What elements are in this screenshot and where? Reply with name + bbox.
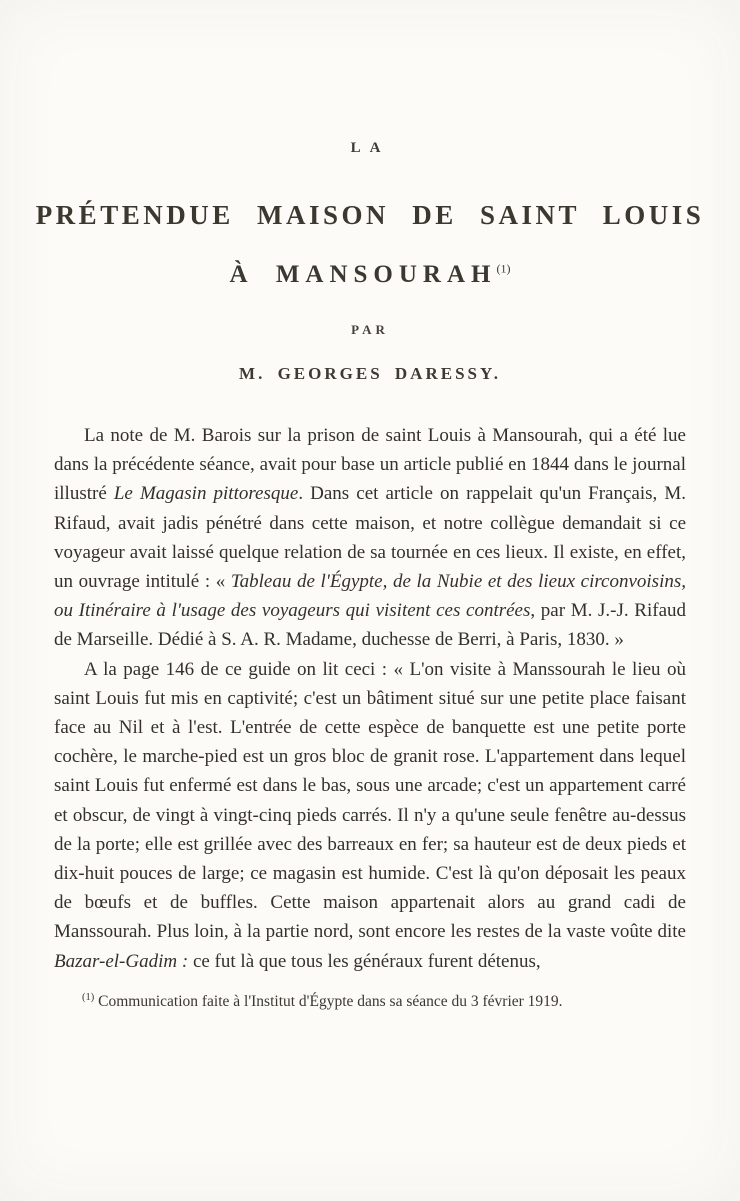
title-kicker: LA [350, 140, 390, 156]
title-line-2-text: À MANSOURAH [229, 261, 497, 288]
footnote-text: Communication faite à l'Institut d'Égypte dans sa séance du 3 février 1919. [94, 993, 563, 1011]
footnote-reference: (1) [82, 991, 95, 1003]
title-footnote-reference: (1) [496, 261, 511, 276]
paragraph-2 [54, 655, 686, 976]
text-segment: ce fut là que tous les généraux furent détenus, [188, 950, 541, 972]
title-line-1: PRÉTENDUE MAISON DE SAINT LOUIS [35, 200, 705, 230]
italic-work-title-tableau-de-legypte: Tableau de l'Égypte, de la Nubie et des lieux circonvoisins, ou Itinéraire à l'usage des voyageurs qui visitent ces contrées [54, 571, 686, 622]
italic-term-bazar-el-gadim: Bazar-el-Gadim : [54, 950, 189, 972]
article-body [54, 421, 686, 976]
paragraph-1 [54, 421, 686, 655]
text-segment: , par M. J.-J. Rifaud de Marseille. Dédié à S. A. R. Madame, duchesse de Berri, à Paris, 1830. » [54, 600, 686, 651]
text-segment: . Dans cet article on rappelait qu'un Français, M. Rifaud, avait jadis pénétré dans cette maison, et notre collègue demandait si ce voyageur avait laissé quelque relation de sa tournée en ces lieux. Il existe, en effet, un ouvrage intitulé : « [54, 483, 686, 593]
article-title [0, 200, 740, 289]
italic-work-title-magasin-pittoresque: Le Magasin pittoresque [113, 483, 299, 505]
byline-par: PAR [351, 322, 389, 337]
author-name: M. GEORGES DARESSY. [239, 364, 501, 383]
title-line-2 [0, 261, 740, 289]
footnote [54, 992, 686, 1011]
text-segment: A la page 146 de ce guide on lit ceci : « L'on visite à Manssourah le lieu où saint Louis fut mis en captivité; c'est un bâtiment situé sur une petite place faisant face au Nil et à l'est. L'entrée de cette espèce de banquette est une petite porte cochère, le marche-pied est un gros bloc de granit rose. L'appartement dans lequel saint Louis fut enfermé est dans le bas, sous une arcade; c'est un appartement carré et obscur, de vingt à vingt-cinq pieds carrés. Il n'y a qu'une seule fenêtre au-dessus de la porte; elle est grillée avec des barreaux en fer; sa hauteur est de deux pieds et dix-huit pouces de large; ce magasin est humide. C'est là qu'on déposait les peaux de bœufs et de buffles. Cette maison appartenait alors au grand cadi de Manssourah. Plus loin, à la partie nord, sont encore les restes de la vaste voûte dite [54, 658, 686, 943]
text-segment: La note de M. Barois sur la prison de saint Louis à Mansourah, qui a été lue dans la précédente séance, avait pour base un article publié en 1844 dans le journal illustré [54, 425, 686, 505]
article-header [0, 0, 740, 384]
